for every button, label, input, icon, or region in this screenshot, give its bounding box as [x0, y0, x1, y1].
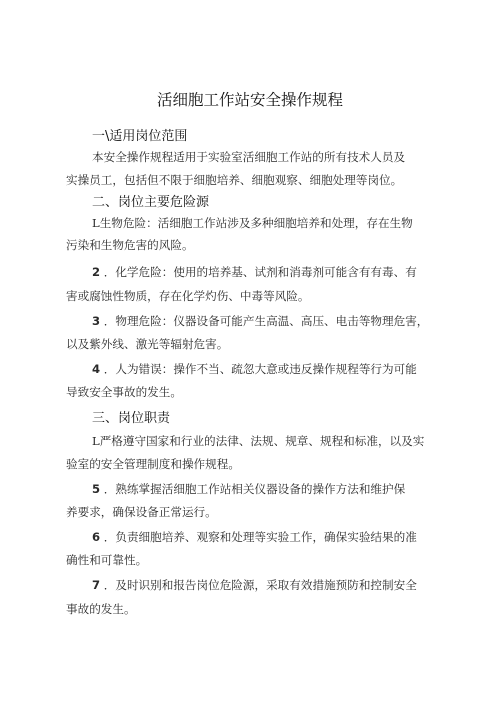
hazard-item-line: 以及紫外线、激光等辐射危害。 [66, 337, 229, 351]
item-text: ．及时识别和报告岗位危险源，采取有效措施预防和控制安全 [103, 578, 417, 592]
item-number: 4 [92, 362, 101, 376]
hazard-item-line [92, 264, 417, 280]
duty-item-line [92, 481, 405, 497]
item-number: 2 [92, 265, 101, 279]
item-text: ．人为错误：操作不当、疏忽大意或违反操作规程等行为可能 [103, 362, 417, 376]
item-text: ．化学危险：使用的培养基、试剂和消毒剂可能含有有毒、有 [103, 265, 417, 279]
item-number: 5 [92, 482, 101, 496]
item-number: 6 [92, 530, 101, 544]
item-number: 3 [92, 314, 101, 328]
duty-item-line [92, 577, 417, 593]
duty-item-line [92, 529, 417, 545]
hazard-item-line: 导致安全事故的发生。 [66, 385, 182, 399]
section-heading-scope: 一\适用岗位范围 [92, 129, 188, 144]
duty-item-line: 验室的安全管理制度和操作规程。 [66, 457, 240, 471]
duty-item-line: 养要求，确保设备正常运行。 [66, 505, 217, 519]
duty-item-line: 事故的发生。 [66, 602, 136, 616]
item-text: ．物理危险：仪器设备可能产生高温、高压、电击等物理危害， [103, 314, 429, 328]
hazard-item-line [92, 313, 428, 329]
duty-item-line: L严格遵守国家和行业的法律、法规、规章、规程和标准，以及实 [92, 434, 425, 448]
document-title: 活细胞工作站安全操作规程 [156, 91, 343, 109]
duty-item-line: 确性和可靠性。 [66, 553, 148, 567]
paragraph-line: 本安全操作规程适用于实验室活细胞工作站的所有技术人员及 [92, 150, 406, 164]
section-heading-hazards: 二、岗位主要危险源 [92, 195, 210, 210]
item-text: ．负责细胞培养、观察和处理等实验工作，确保实验结果的准 [103, 530, 417, 544]
hazard-item-line: L生物危险：活细胞工作站涉及多种细胞培养和处理，存在生物 [92, 216, 413, 230]
hazard-item-line: 污染和生物危害的风险。 [66, 238, 194, 252]
item-number: 7 [92, 578, 101, 592]
hazard-item-line [92, 361, 417, 377]
item-text: ．熟练掌握活细胞工作站相关仪器设备的操作方法和维护保 [103, 482, 406, 496]
section-heading-duties: 三、岗位职责 [92, 411, 171, 426]
hazard-item-line: 害或腐蚀性物质，存在化学灼伤、中毒等风险。 [66, 289, 310, 303]
paragraph-line: 实操员工，包括但不限于细胞培养、细胞观察、细胞处理等岗位。 [66, 173, 403, 187]
